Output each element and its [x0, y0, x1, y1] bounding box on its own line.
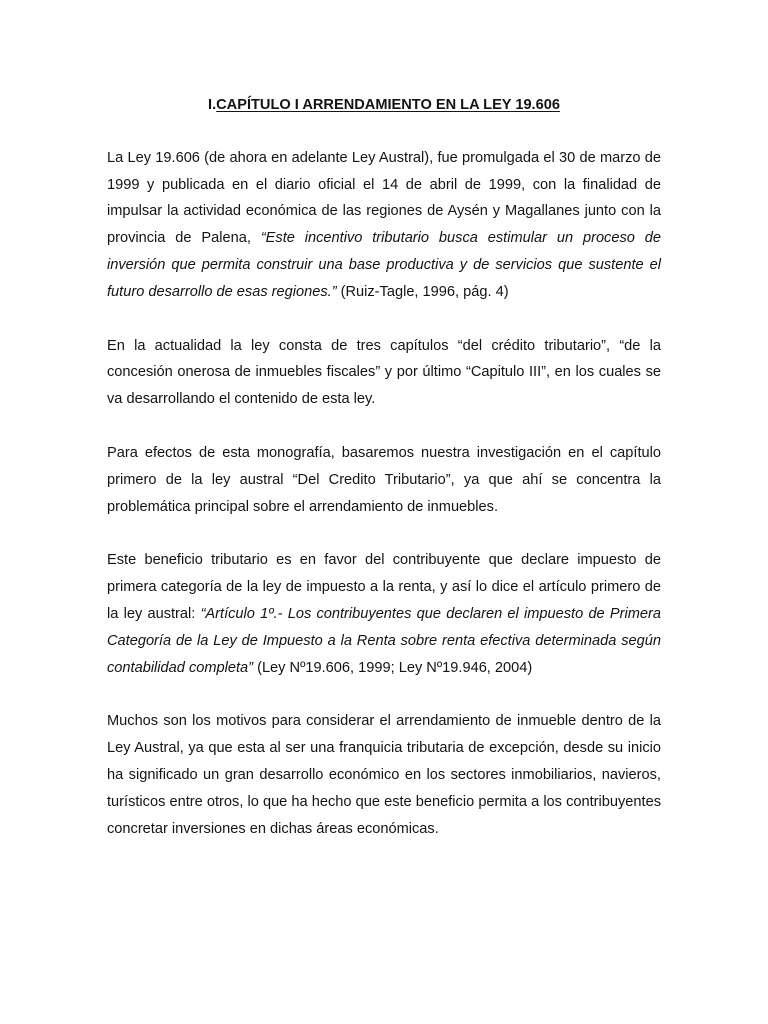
- paragraph-4: [107, 547, 661, 681]
- chapter-title-prefix: I.: [208, 97, 217, 113]
- paragraph-1-text: La Ley 19.606 (de ahora en adelante Ley Austral), fue promulgada el 30 de marzo de 1999 y publicada en el diario oficial el 14 de abril de 1999, con la finalidad de impulsar la actividad económica de las regiones de Aysén y Magallanes junto con la provincia de Palena,: [107, 149, 661, 247]
- paragraph-1-citation: (Ruiz-Tagle, 1996, pág. 4): [336, 283, 509, 300]
- paragraph-1: [107, 145, 661, 306]
- paragraph-5: Muchos son los motivos para considerar el arrendamiento de inmueble dentro de la Ley Austral, ya que esta al ser una franquicia tributaria de excepción, desde su inicio ha significado un gran desarrollo económico en los sectores inmobiliarios, navieros, turísticos entre otros, lo que ha hecho que este beneficio permita a los contribuyentes concretar inversiones en dichas áreas económicas.: [107, 713, 661, 837]
- document-body: [107, 92, 661, 869]
- chapter-title-text: CAPÍTULO I ARRENDAMIENTO EN LA LEY 19.606: [216, 97, 560, 113]
- paragraph-4-citation: (Ley Nº19.606, 1999; Ley Nº19.946, 2004): [253, 659, 533, 676]
- paragraph-2: En la actualidad la ley consta de tres capítulos “del crédito tributario”, “de la concesión onerosa de inmuebles fiscales” y por último “Capitulo III”, en los cuales se va desarrollando el contenido de esta ley.: [107, 337, 661, 408]
- chapter-title: [107, 92, 661, 119]
- paragraph-1-quote: “Este incentivo tributario busca estimular un proceso de inversión que permita construir una base productiva y de servicios que sustente el futuro desarrollo de esas regiones.”: [107, 230, 662, 300]
- paragraph-4-text: Este beneficio tributario es en favor del contribuyente que declare impuesto de primera categoría de la ley de impuesto a la renta, y así lo dice el artículo primero de la ley austral:: [107, 552, 661, 622]
- paragraph-4-quote: “Artículo 1º.- Los contribuyentes que declaren el impuesto de Primera Categoría de la Ley de Impuesto a la Renta sobre renta efectiva determinada según contabilidad completa”: [107, 605, 661, 676]
- paragraph-3: Para efectos de esta monografía, basaremos nuestra investigación en el capítulo primero de la ley austral “Del Credito Tributario”, ya que ahí se concentra la problemática principal sobre el arrendamiento de inmuebles.: [107, 444, 661, 515]
